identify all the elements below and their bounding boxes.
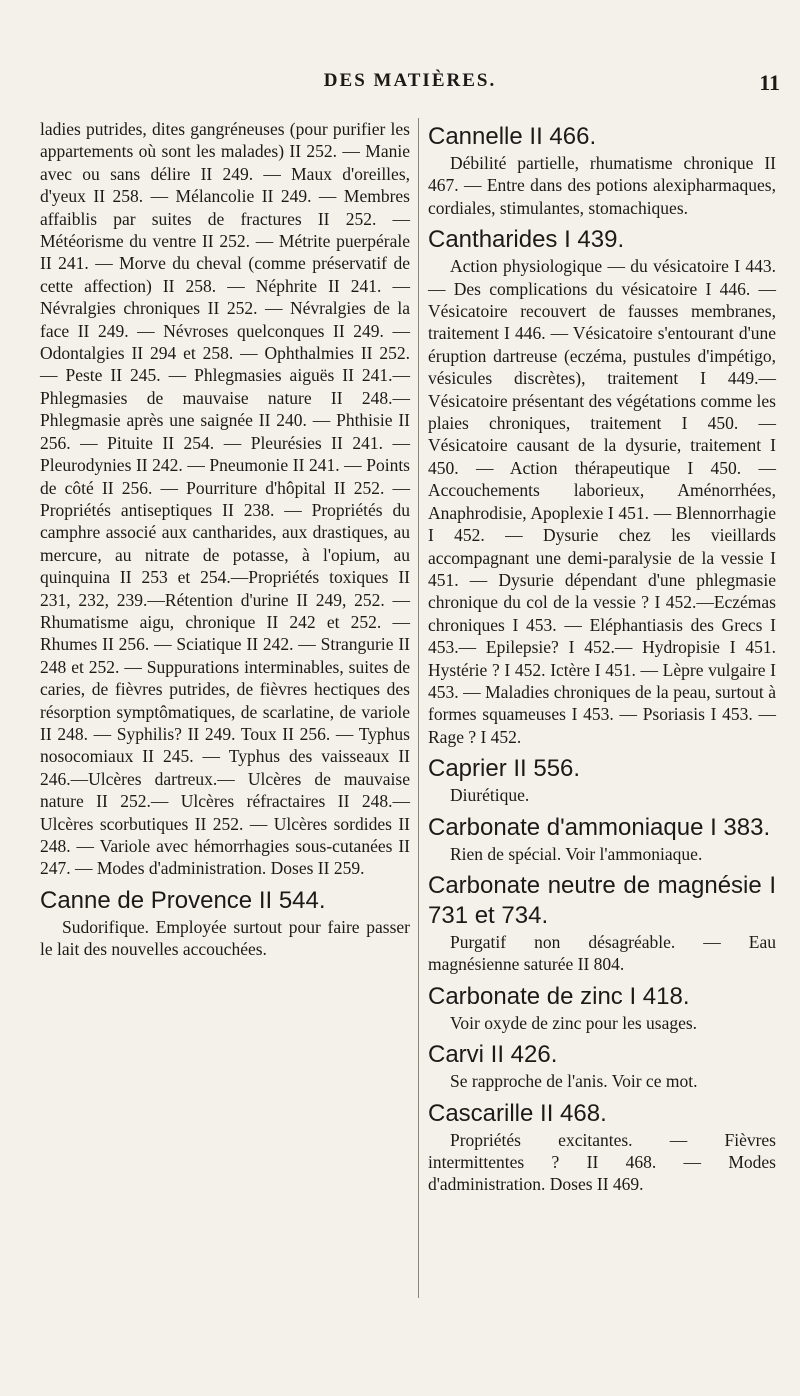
entry-text: Se rapproche de l'anis. Voir ce mot. bbox=[450, 1071, 698, 1092]
index-entry bbox=[428, 813, 776, 865]
index-entry bbox=[428, 871, 776, 976]
index-entry bbox=[428, 1040, 776, 1092]
entry-heading: Carbonate neutre de magnésie I 731 et 734. bbox=[428, 871, 776, 929]
index-entry bbox=[428, 225, 776, 748]
index-entry bbox=[40, 886, 410, 961]
entry-text: Diurétique. bbox=[450, 785, 530, 806]
entry-heading: Canne de Provence II 544. bbox=[40, 886, 326, 914]
running-head: DES MATIÈRES. bbox=[323, 70, 497, 91]
page-number: 11 bbox=[759, 70, 780, 95]
index-entry bbox=[428, 122, 776, 219]
entry-heading: Carbonate de zinc I 418. bbox=[428, 982, 690, 1010]
entry-text: Débilité partielle, rhumatisme chronique II 467. — Entre dans des potions alexipharmaques, cordiales, stimulantes, stomachiques. bbox=[428, 153, 776, 218]
entry-text: Sudorifique. Employée surtout pour faire passer le lait des nouvelles accouchées. bbox=[40, 916, 410, 960]
entry-heading: Cannelle II 466. bbox=[428, 123, 597, 150]
continued-entry bbox=[40, 118, 410, 880]
page-header bbox=[40, 70, 780, 110]
entry-heading: Carbonate d'ammoniaque I 383. bbox=[428, 813, 771, 841]
index-entry bbox=[428, 754, 776, 806]
continuation-text: ladies putrides, dites gangréneuses (pour purifier les appartements où sont les malades) II 252. — Manie avec ou sans délire II 249. — Maux d'oreilles, d'yeux II 258. — Mélancolie II 249. — Membres affaiblis par suites de fractures II 252. — Météorisme du ventre II 252. — Métrite puerpérale II 241. — Morve du cheval (comme préservatif de cette affection) II 258. — Néphrite II 241. — Névralgies chroniques II 252. — Névralgies de la face II 249. — Névroses quelconques II 249. — Odontalgies II 294 et 258. — Ophthalmies II 252. — Peste II 245. — Phlegmasies aiguës II 241.— Phlegmasies de mauvaise nature II 248.— Phlegmasie après une saignée II 240. — Phthisie II 256. — Pituite II 254. — Pleurésies II 241. — Pleurodynies II 242. — Pneumonie II 241. — Points de côté II 256. — Pourriture d'hôpital II 252. — Propriétés antiseptiques II 238. — Propriétés du camphre associé aux cantharides, aux drastiques, au mercure, au nitrate de potasse, à l'opium, au quinquina II 253 et 254.—Propriétés toxiques II 231, 232, 239.—Rétention d'urine II 249, 252. — Rhumatisme aigu, chronique II 242 et 252. — Rhumes II 256. — Sciatique II 242. — Strangurie II 248 et 252. — Suppurations interminables, suites de caries, de fièvres putrides, de fièvres hectiques des résorption symptômatiques, de scarlatine, de variole II 248. — Syphilis? II 249. Toux II 256. — Typhus nosocomiaux II 245. — Typhus des vaisseaux II 246.—Ulcères dartreux.— Ulcères de mauvaise nature II 252.— Ulcères réfractaires II 248.—Ulcères scorbutiques II 252. — Ulcères sordides II 248. — Variole avec hémorrhagies sous-cutanées II 247. — Modes d'administration. Doses II 259. bbox=[40, 119, 410, 879]
entry-text: Voir oxyde de zinc pour les usages. bbox=[450, 1012, 698, 1033]
column-divider bbox=[418, 118, 419, 1298]
index-entry bbox=[428, 982, 776, 1034]
right-column bbox=[428, 118, 776, 1202]
entry-text: Action physiologique — du vésicatoire I 443. — Des complications du vésicatoire I 446. — Vésicatoire recouvert de fausses membranes, traitement I 446. — Vésicatoire s'entourant d'une éruption dartreuse (eczéma, pustules d'impétigo, vésicules discrètes), traitement I 449.— Vésicatoire présentant des végétations comme les plaies chroniques, traitement I 450. — Vésicatoire causant de la dysurie, traitement I 450. — Action thérapeutique I 450. — Accouchements laborieux, Aménorrhées, Anaphrodisie, Apoplexie I 451. — Blennorrhagie I 452. — Dysurie chez les vieillards accompagnant une demi-paralysie de la vessie I 451. — Dysurie dépendant d'une phlegmasie chronique du col de la vessie ? I 452.—Eczémas chroniques I 453. — Eléphantiasis des Grecs I 453.— Epilepsie? I 452.— Hydropisie I 451. Hystérie ? I 452. Ictère I 451. — Lèpre vulgaire I 453. — Maladies chroniques de la peau, surtout à formes squameuses I 453. — Psoriasis I 453. — Rage ? I 452. bbox=[428, 256, 776, 747]
entry-heading: Caprier II 556. bbox=[428, 755, 581, 783]
entry-text: Purgatif non désagréable. — Eau magnésienne saturée II 804. bbox=[428, 931, 776, 975]
entry-heading: Carvi II 426. bbox=[428, 1041, 558, 1069]
entry-text: Rien de spécial. Voir l'ammoniaque. bbox=[450, 843, 703, 864]
left-column bbox=[40, 118, 410, 967]
entry-text: Propriétés excitantes. — Fièvres intermittentes ? II 468. — Modes d'administration. Doses II 469. bbox=[428, 1129, 776, 1195]
entry-heading: Cantharides I 439. bbox=[428, 226, 625, 254]
index-entry bbox=[428, 1099, 776, 1196]
entry-heading: Cascarille II 468. bbox=[428, 1099, 607, 1127]
